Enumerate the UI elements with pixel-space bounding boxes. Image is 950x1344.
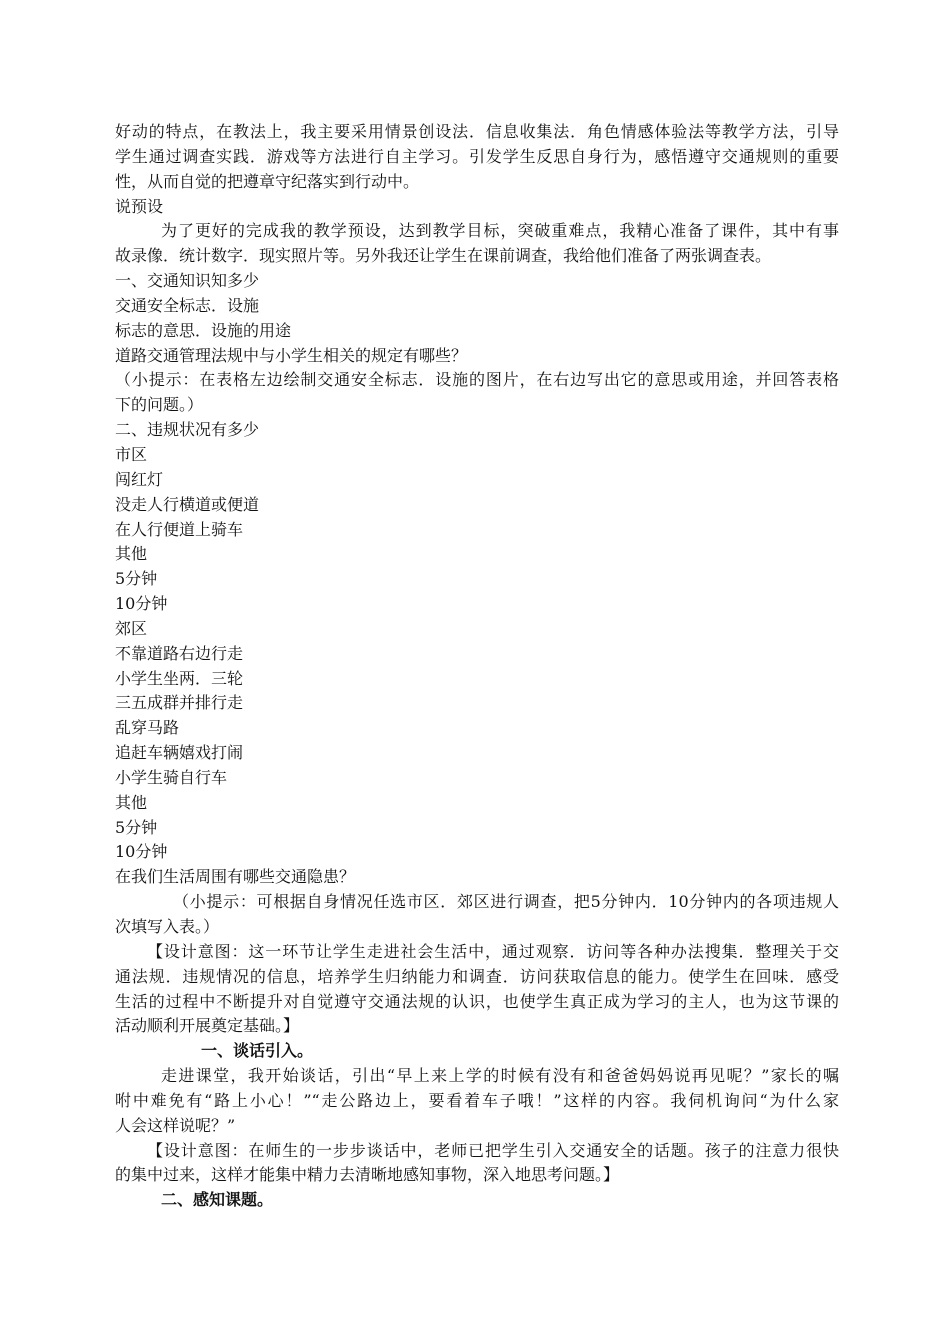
- list-item: 追赶车辆嬉戏打闹: [115, 743, 244, 763]
- survey-title: 一、交通知识知多少: [115, 271, 260, 291]
- text-line: 性，从而自觉的把遵章守纪落实到行动中。: [115, 171, 420, 191]
- list-item: 其他: [115, 792, 148, 812]
- step-heading: 二、感知课题。: [161, 1190, 274, 1210]
- step-heading: 一、谈话引入。: [201, 1041, 314, 1061]
- text-line: 学生通过调查实践．游戏等方法进行自主学习。引发学生反思自身行为，感悟遵守交通规则的重要: [115, 146, 839, 166]
- survey-title: 二、违规状况有多少: [115, 420, 260, 440]
- design-intent-line: 【设计意图：在师生的一步步谈话中，老师已把学生引入交通安全的话题。孩子的注意力很快: [147, 1140, 839, 1160]
- list-item: 郊区: [115, 618, 148, 638]
- list-item: 小学生坐两．三轮: [115, 668, 244, 688]
- text-line: 人会这样说呢？”: [115, 1115, 236, 1135]
- text-line: 在我们生活周围有哪些交通隐患？: [115, 867, 356, 887]
- text-line: 道路交通管理法规中与小学生相关的规定有哪些？: [115, 345, 468, 365]
- list-item: 10分钟: [115, 842, 168, 862]
- list-item: 不靠道路右边行走: [115, 643, 244, 663]
- text-line: 好动的特点，在教法上，我主要采用情景创设法．信息收集法．角色情感体验法等教学方法，引导: [115, 122, 839, 141]
- text-line: 咐中难免有“路上小心！”“走公路边上，要看着车子哦！”这样的内容。我伺机询问“为什么家: [115, 1090, 839, 1110]
- design-intent-line: 通法规．违规情况的信息，培养学生归纳能力和调查．访问获取信息的能力。使学生在回味．感受: [115, 966, 839, 986]
- list-item: 5分钟: [115, 817, 158, 837]
- design-intent-line: 【设计意图：这一环节让学生走进社会生活中，通过观察．访问等各种办法搜集．整理关于交: [147, 941, 839, 961]
- design-intent-line: 生活的过程中不断提升对自觉遵守交通法规的认识，也使学生真正成为学习的主人，也为这节课的: [115, 991, 839, 1011]
- text-line: 故录像．统计数字．现实照片等。另外我还让学生在课前调查，我给他们准备了两张调查表。: [115, 246, 772, 266]
- list-item: 三五成群并排行走: [115, 693, 244, 713]
- list-item: 乱穿马路: [115, 718, 180, 738]
- list-item: 小学生骑自行车: [115, 767, 228, 787]
- list-item: 10分钟: [115, 594, 168, 614]
- list-item: 闯红灯: [115, 469, 164, 489]
- list-item: 5分钟: [115, 569, 158, 589]
- hint-line: （小提示：可根据自身情况任选市区．郊区进行调查，把5分钟内．10分钟内的各项违规人: [173, 892, 839, 912]
- list-item: 没走人行横道或便道: [115, 494, 260, 514]
- list-item: 其他: [115, 544, 148, 564]
- hint-line: 下的问题。）: [115, 395, 204, 415]
- section-heading: 说预设: [115, 196, 164, 216]
- document-body: [115, 120, 839, 1213]
- hint-line: （小提示：在表格左边绘制交通安全标志．设施的图片，在右边写出它的意思或用途，并回答表格: [115, 370, 839, 390]
- list-item: 在人行便道上骑车: [115, 519, 244, 539]
- text-line: 交通安全标志．设施: [115, 295, 260, 315]
- text-line: 标志的意思．设施的用途: [115, 320, 292, 340]
- design-intent-line: 活动顺利开展奠定基础。】: [115, 1016, 300, 1036]
- list-item: 市区: [115, 444, 148, 464]
- text-line: 走进课堂，我开始谈话，引出“早上来上学的时候有没有和爸爸妈妈说再见呢？”家长的嘱: [161, 1066, 839, 1086]
- hint-line: 次填写入表。）: [115, 917, 220, 936]
- text-line: 为了更好的完成我的教学预设，达到教学目标，突破重难点，我精心准备了课件，其中有事: [161, 221, 839, 241]
- design-intent-line: 的集中过来，这样才能集中精力去清晰地感知事物，深入地思考问题。】: [115, 1165, 620, 1185]
